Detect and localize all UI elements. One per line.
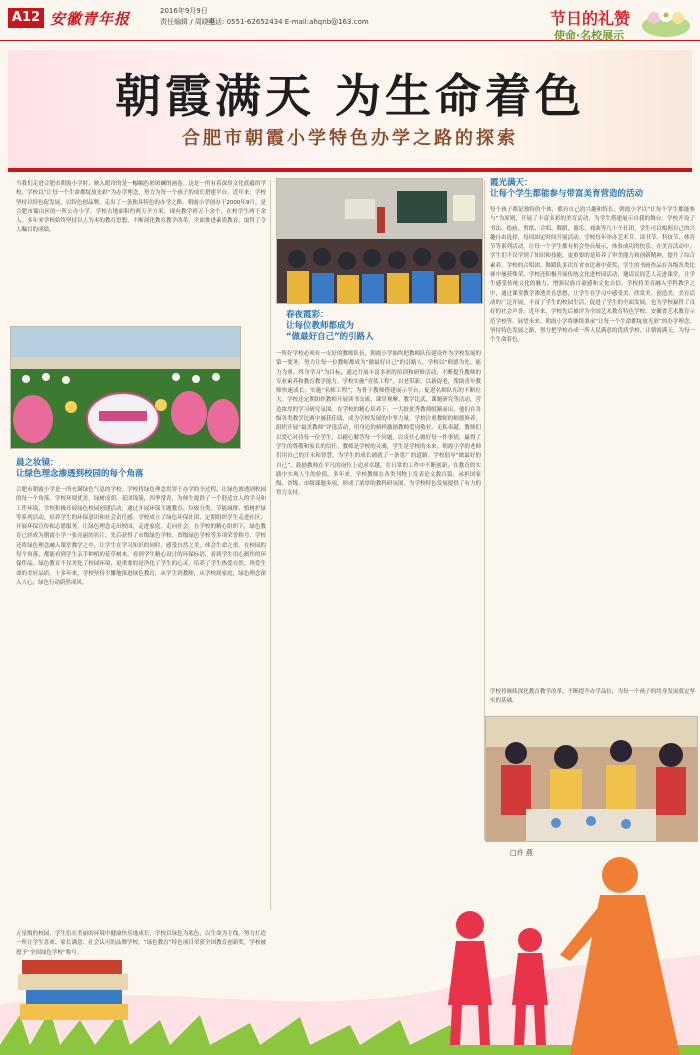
- section-1-tail-text: 五星级的校园，学生们在美丽的环境中健康快乐地成长，学校以绿色为底色，以生命为主线，努力打造一所让学生喜欢、家长满意、社会认可的品牌学校。“绿色教育”特色项目荣获全国教育创新奖，学校被授予“全国绿色学校”称号。: [16, 931, 266, 956]
- issue-date: 2016年9月9日: [160, 7, 208, 15]
- section-1-heading-text: 晨之妆镜： 让绿色理念渗透到校园的每个角落: [16, 458, 144, 479]
- book-stack-icon: [18, 960, 128, 1020]
- main-headline: 朝霞满天 为生命着色: [114, 69, 585, 123]
- craft-activity-illustration: [486, 717, 697, 841]
- section-2-heading: [286, 310, 476, 343]
- section-3-heading: [490, 178, 695, 200]
- sports-assembly-photo: [10, 326, 241, 449]
- section-3-heading-text: 霞光满天： 让每个学生都能参与带富美育营造的活动: [490, 178, 644, 199]
- byline: □许 燕: [510, 849, 533, 857]
- newspaper-name: 安徽青年报: [50, 10, 131, 28]
- teacher-silhouette-icon: [560, 857, 680, 1055]
- section-2-text: 一所好学校必须有一支好的教师队伍。朝霞小学始终把教师队伍建设作为学校发展的第一要务，努力让每一位教师都成为“做最好自己”的引路人。学校以“师德为先、能力为重、终身学习”为目标，通过开展丰富多彩的培训和研修活动，不断提升教师的专业素养和教育教学能力。学校实施“青蓝工程”，以老带新，以新促老，帮助青年教师快速成长；实施“名师工程”，为骨干教师搭建展示平台，促进名师队伍的不断壮大。学校还定期组织教师开展读书交流、课堂观摩、教学比武、课题研究等活动，营造浓厚的学习研究氛围。在学校的精心培养下，一大批优秀教师脱颖而出，他们在各级各类教学比赛中屡获佳绩，成为学校发展的中坚力量。学校注重教师的师德修养，组织开展“最美教师”评选活动，用身边的榜样激励教师爱岗敬业、无私奉献。教师们以爱心对待每一位学生，以耐心解答每一个问题，以责任心做好每一件事情，赢得了学生的尊敬和家长的信任。教师是学校的灵魂，学生是学校的未来。朝霞小学的老师们用自己的汗水和智慧，为学生的成长铺就了一条宽广的道路。学校倡导“做最好的自己”，鼓励教师在平凡的岗位上追求卓越，在日常的工作中不断创新，在教育的实践中实现人生的价值。多年来，学校教师在各类刊物上发表论文数百篇，承担国家级、省级、市级课题多项，形成了浓厚的教科研氛围，为学校特色发展提供了有力的智力支持。: [276, 351, 481, 497]
- masthead: [0, 0, 700, 50]
- classroom-illustration: [277, 179, 482, 303]
- section-3-text: 每个孩子都是独特的个体，都有自己的兴趣和特长。朝霞小学以“让每个学生都能参与”为原则，开展了丰富多彩的美育活动，为学生搭建展示自我的舞台。学校开设了书法、绘画、剪纸、合唱、舞蹈、器乐、戏曲等几十个社团，学生可以根据自己的兴趣自由选择，每周固定时间开展活动。学校每年举办艺术节、读书节、科技节、体育节等系列活动，让每一个学生都有机会登台展示，体验成功的快乐。在美育活动中，学生们不仅学到了知识和技能，更重要的是培养了审美能力和创新精神，提升了综合素养。学校的合唱团、舞蹈队多次在省市比赛中获奖，学生的书画作品在各级各类比赛中屡获殊荣。学校还积极开展传统文化进校园活动，邀请民间艺人走进课堂，让学生感受传统文化的魅力，增强民族自豪感和文化自信。学校将美育融入学科教学之中，通过课堂教学渗透美育思想，让学生在学习中感受美、欣赏美、创造美。美育活动的广泛开展，丰富了学生的校园生活，促进了学生的全面发展，也为学校赢得了良好的社会声誉。近年来，学校先后被评为全国艺术教育特色学校、安徽省艺术教育示范学校等。展望未来，朝霞小学将继续秉承“让每一个生命都绽放光彩”的办学理念，坚持特色发展之路，努力把学校办成一所人民满意的优质学校，让朝霞满天，为每一个生命着色。: [490, 207, 695, 344]
- festival-column-title: 节日的礼赞: [550, 9, 631, 28]
- sub-headline: 合肥市朝霞小学特色办学之路的探索: [182, 128, 518, 149]
- page-number-badge: A12: [8, 8, 44, 28]
- classroom-photo: [276, 178, 483, 304]
- flower-decoration-icon: [640, 6, 692, 38]
- editor-info: 责任编辑 / 周晓燕: [160, 18, 216, 26]
- contact-info: 电话: 0551-62652434 E-mail:ahqnb@163.com: [208, 18, 369, 26]
- section-1-heading: [16, 458, 256, 480]
- section-3-tail-text: 学校将继续深化教育教学改革，不断提升办学品位，为每一个孩子的终身发展奠定坚实的基础。: [490, 689, 695, 705]
- sports-assembly-illustration: [11, 327, 240, 448]
- craft-activity-photo: [485, 716, 698, 842]
- section-2-heading-text: 春夜霞彩： 让每位教师都成为 “做最好自己”的引路人: [286, 310, 374, 342]
- bottom-illustration: [0, 855, 700, 1055]
- column-divider: [270, 180, 271, 910]
- article-intro-text: 当我们走进合肥市朝霞小学时，映入眼帘的是一幅幅色彩斑斓的画卷。这是一所有着深厚文化底蕴的学校，学校以“让每一个生命都绽放光彩”为办学理念，努力为每一个孩子的成长搭建平台。近年来，学校坚持以特色促发展，以特色创品牌，走出了一条独具特色的办学之路。朝霞小学创办于2000年9月，是合肥市蜀山区的一所公办小学。学校占地面积约两万平方米，现有教学班五十余个，在校学生两千余人。多年来学校始终坚持以人为本的教育思想，不断深化教育教学改革，全面推进素质教育，取得了令人瞩目的成绩。: [16, 181, 266, 234]
- section-1-text: 合肥市朝霞小学是一所充满绿色气息的学校。学校将绿色理念贯穿于办学的全过程，让绿色渗透到校园的每一个角落。学校环境优美，绿树成荫，花团锦簇，四季常青，为师生提供了一个舒适宜人的学习和工作环境。学校积极开展绿色校园创建活动，通过开展环保主题教育、垃圾分类、节能减排、植树护绿等系列活动，培养学生的环保意识和社会责任感。学校成立了绿色环保社团，定期组织学生走进社区，开展环保宣传和志愿服务，让绿色理念走出校园，走进家庭，走向社会。在学校的精心组织下，绿色教育已经成为朝霞小学一张亮丽的名片，先后获得了市级绿色学校、省级绿色学校等多项荣誉称号。学校还将绿色理念融入课堂教学之中，让学生在学习知识的同时，感受自然之美，体会生命之重。在校园的每个角落，都能看到学生亲手种植的花草树木，看到学生精心设计的环保标语，看到学生用心制作的环保作品。绿色教育不仅美化了校园环境，更重要的是净化了学生的心灵，培养了学生热爱自然、珍爱生命的美好品质。十多年来，学校坚持不懈地推进绿色教育，从学生到教师，从学校到家庭，绿色理念深入人心，绿色行动蔚然成风。: [16, 487, 266, 586]
- column-name: 使命·名校展示: [554, 29, 625, 42]
- headline-accent-bar: [8, 168, 692, 172]
